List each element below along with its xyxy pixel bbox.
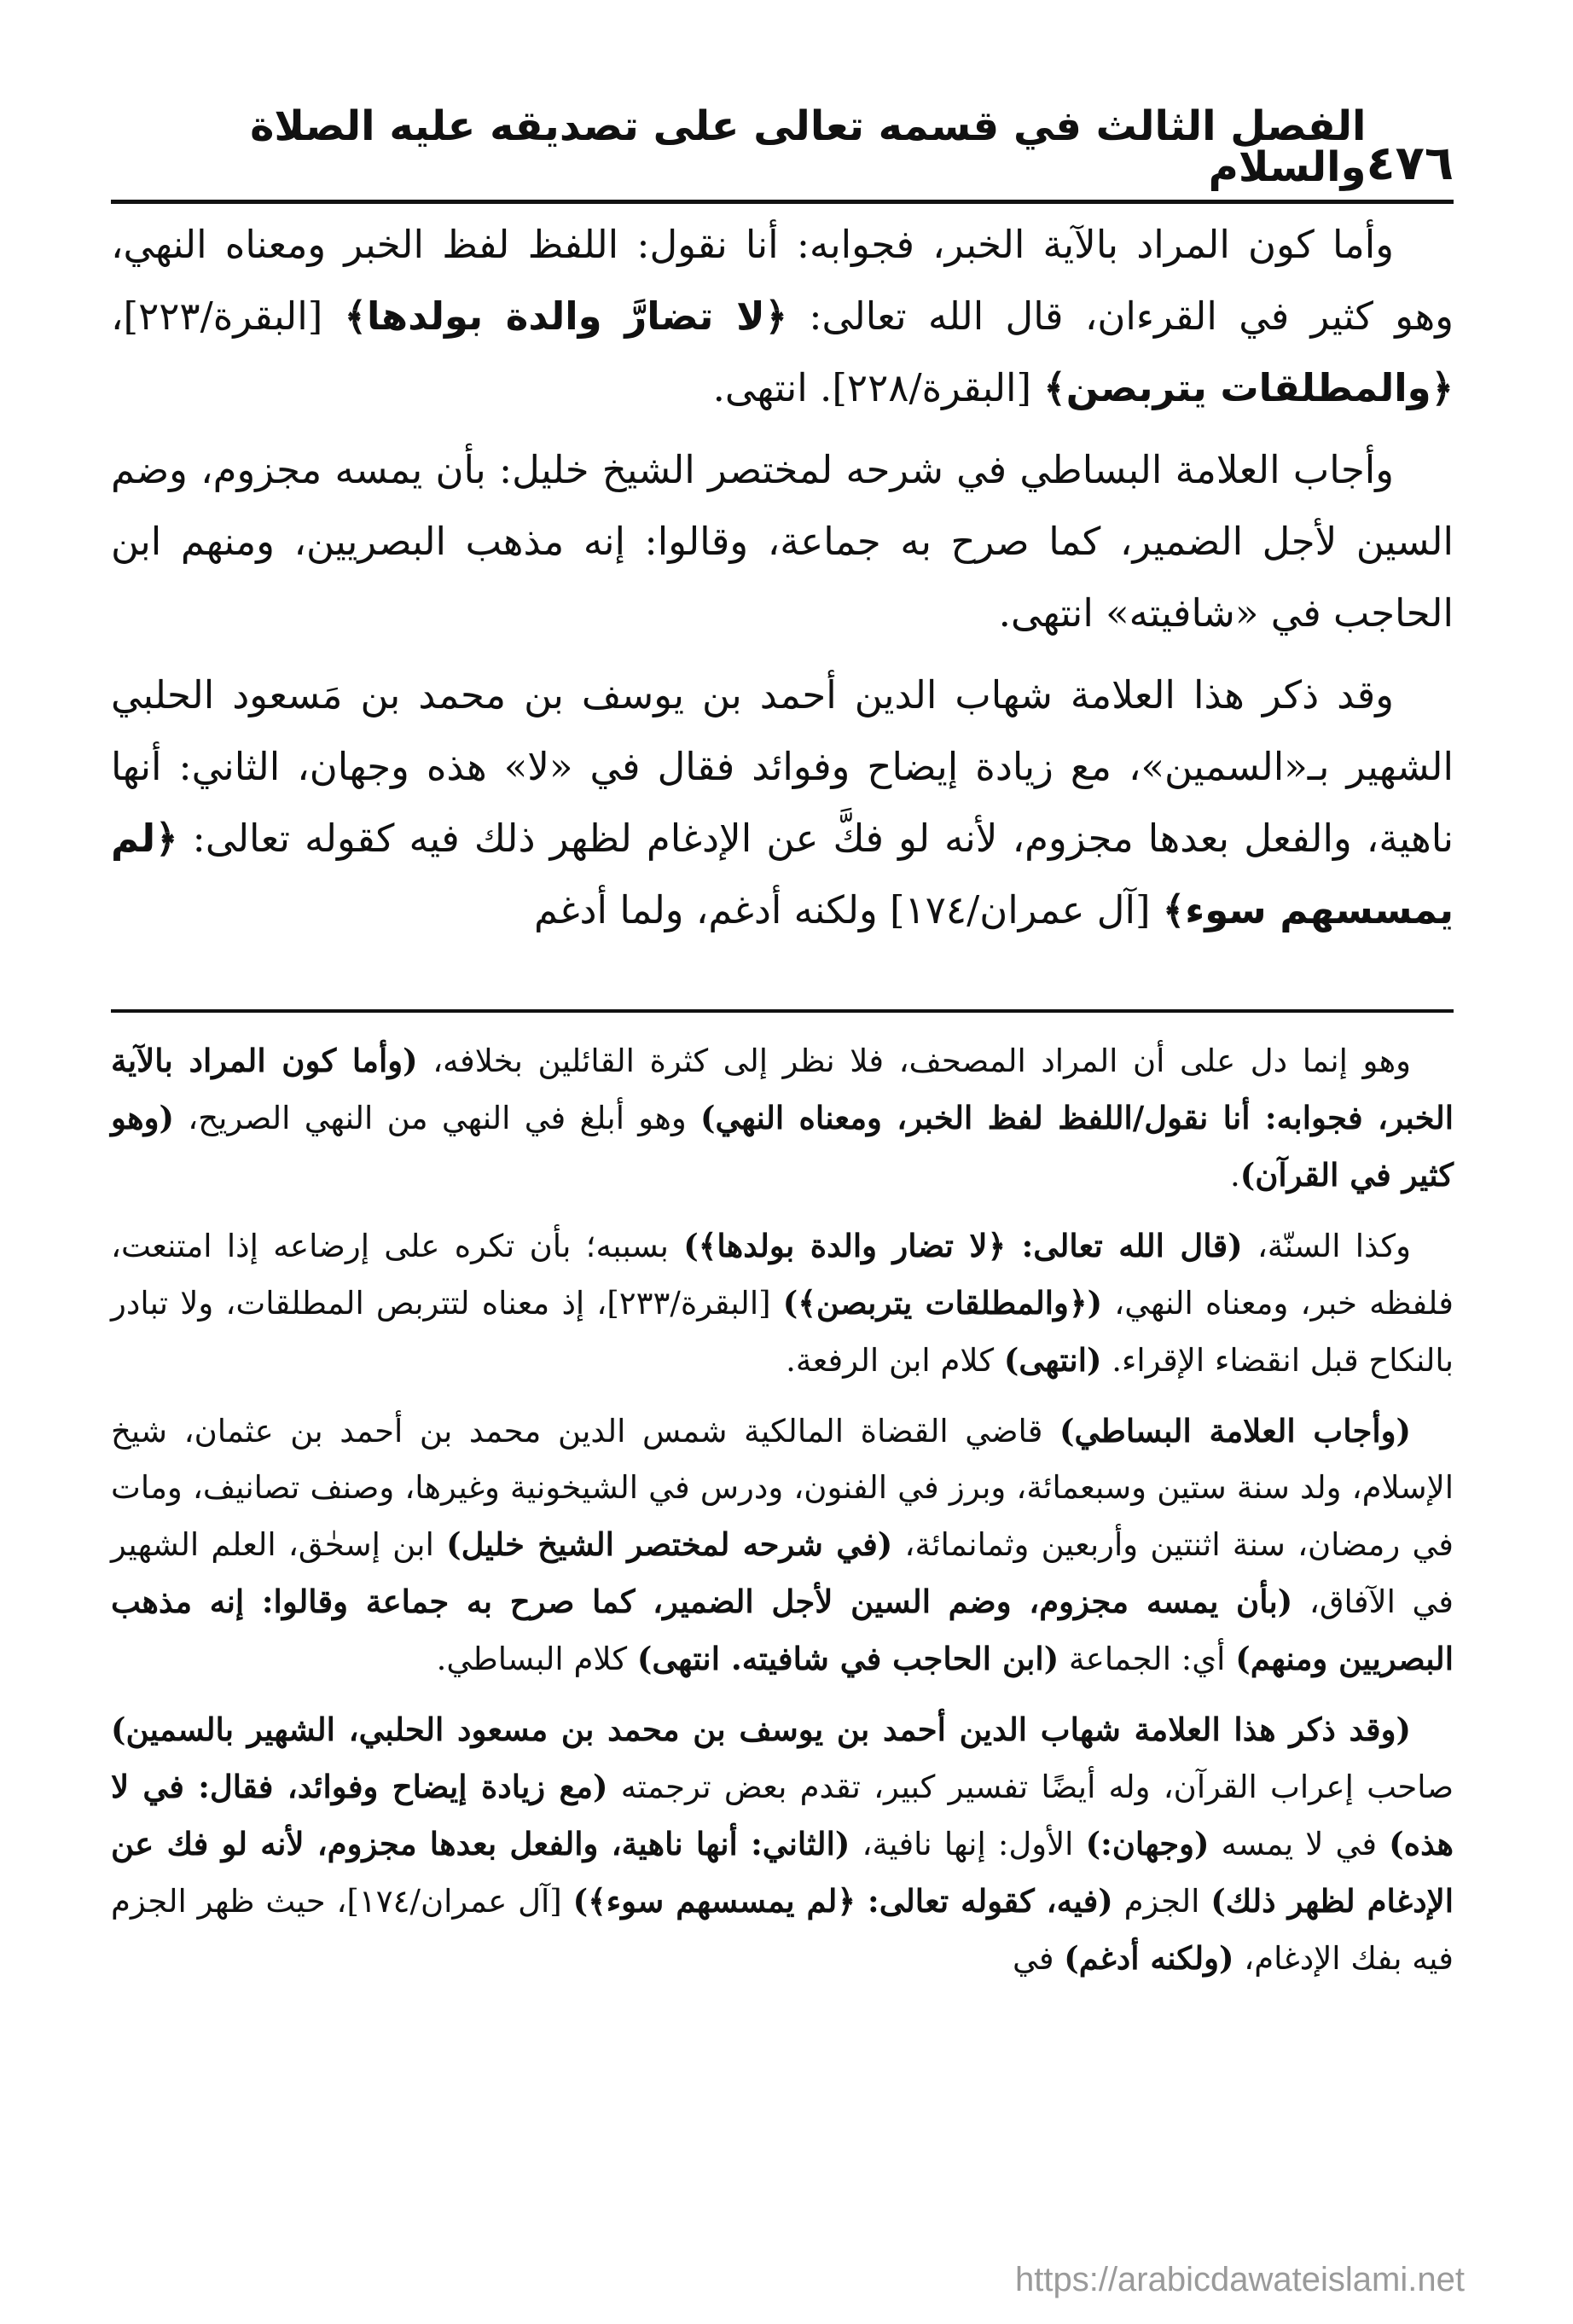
text-segment: الجزم <box>1112 1883 1211 1920</box>
main-paragraph-1 <box>111 209 1454 424</box>
quoted-text: (وجهان:) <box>1085 1825 1210 1862</box>
text-segment: [آل عمران/١٧٤] ولكنه أدغم، ولما أدغم <box>534 887 1163 933</box>
quoted-text: (في شرحه لمختصر الشيخ خليل) <box>446 1525 893 1563</box>
quoted-text: (وقد ذكر هذا العلامة شهاب الدين أحمد بن يوسف بن محمد بن مسعود الحلبي، الشهير بالسمين) <box>111 1711 1411 1748</box>
text-segment: الأول: إنها نافية، <box>850 1826 1086 1862</box>
text-segment: بسببه؛ بأن تكره على إرضاعه إذا امتنعت، فلفظه خبر، ومعناه النهي، <box>111 1228 1454 1322</box>
text-segment: [البقرة/٢٢٨]. انتهى. <box>712 365 1044 410</box>
text-segment: وهو إنما دل على أن المراد المصحف، فلا نظر إلى كثرة القائلين بخلافه، <box>417 1043 1412 1079</box>
quoted-text: (مع زيادة إيضاح وفوائد، فقال: في لا هذه) <box>111 1768 1454 1862</box>
text-segment: صاحب إعراب القرآن، وله أيضًا تفسير كبير، تقدم بعض ترجمته <box>607 1769 1454 1805</box>
page-number: ٤٧٦ <box>1366 136 1454 191</box>
text-segment: كلام البساطي. <box>436 1641 637 1677</box>
commentary-paragraph-1 <box>111 1032 1454 1204</box>
commentary-paragraph-4 <box>111 1701 1454 1987</box>
main-paragraph-3 <box>111 659 1454 946</box>
text-segment: [آل عمران/١٧٤]، حيث ظهر الجزم فيه بفك الإدغام، <box>111 1883 1454 1977</box>
text-segment: وهو أبلغ في النهي من النهي الصريح، <box>174 1100 701 1136</box>
quran-verse: ﴿لا تضارَّ والدة بولدها﴾ <box>344 293 787 339</box>
main-paragraph-2: وأجاب العلامة البساطي في شرحه لمختصر الشيخ خليل: بأن يمسه مجزوم، وضم السين لأجل الضمير، كما صرح به جماعة، وقالوا: إنه مذهب البصريين، ومنهم ابن الحاجب في «شافيته» انتهى. <box>111 447 1454 636</box>
text-segment: قاضي القضاة المالكية شمس الدين محمد بن أحمد بن عثمان، شيخ الإسلام، ولد سنة ستين وسبعمائة، وبرز في الفنون، ودرس في الشيخونية وغيرها، وصنف تصانيف، ومات في رمضان، سنة اثنتين وأربعين وثمانمائة، <box>111 1413 1454 1563</box>
text-segment: أي: الجماعة <box>1059 1641 1236 1677</box>
quoted-text: (فيه، كقوله تعالى: ﴿لم يمسسهم سوء﴾) <box>572 1882 1113 1920</box>
quoted-text: (﴿والمطلقات يتربصن﴾) <box>782 1284 1103 1322</box>
commentary-paragraph-3 <box>111 1403 1454 1688</box>
quoted-text: (وأما كون المراد بالآية الخبر، فجوابه: أنا نقول/اللفظ لفظ الخبر، ومعناه النهي) <box>111 1042 1454 1136</box>
quoted-text: (ولكنه أدغم) <box>1064 1939 1234 1977</box>
text-segment: وكذا السنّة، <box>1242 1228 1411 1264</box>
watermark-url: https://arabicdawateislami.net <box>1015 2261 1465 2298</box>
text-segment: وأما كون المراد بالآية الخبر، فجوابه: أنا نقول: اللفظ لفظ الخبر ومعناه النهي، وهو كثير في القرءان، قال الله تعالى: <box>111 222 1454 339</box>
text-segment: . <box>1229 1157 1240 1194</box>
text-segment: في <box>1012 1940 1065 1977</box>
commentary-text <box>111 1032 1454 2001</box>
text-segment: كلام ابن الرفعة. <box>786 1342 1004 1379</box>
running-title: الفصل الثالث في قسمه تعالى على تصديقه عليه الصلاة والسلام <box>250 102 1367 191</box>
quoted-text: (ابن الحاجب في شافيته. انتهى) <box>636 1640 1059 1677</box>
text-segment: [البقرة/٢٣٣]، إذ معناه لتتربص المطلقات، ولا تبادر بالنكاح قبل انقضاء الإقراء. <box>111 1285 1454 1379</box>
quoted-text: (بأن يمسه مجزوم، وضم السين لأجل الضمير، كما صرح به جماعة وقالوا: إنه مذهب البصريين ومنهم) <box>111 1583 1454 1677</box>
quran-verse: ﴿لم يمسسهم سوء﴾ <box>111 816 1454 933</box>
quoted-text: (وهو كثير في القرآن) <box>111 1099 1454 1194</box>
quran-verse: ﴿والمطلقات يتربصن﴾ <box>1043 365 1454 410</box>
main-text <box>111 209 1454 956</box>
quoted-text: (الثاني: أنها ناهية، والفعل بعدها مجزوم، لأنه لو فك عن الإدغام لظهر ذلك) <box>111 1825 1454 1920</box>
footnote-separator <box>111 1009 1454 1013</box>
quoted-text: (قال الله تعالى: ﴿لا تضار والدة بولدها﴾) <box>683 1227 1243 1264</box>
quoted-text: (وأجاب العلامة البساطي) <box>1059 1412 1411 1450</box>
text-segment: في لا يمسه <box>1209 1826 1390 1862</box>
text-segment: [البقرة/٢٢٣]، <box>111 293 345 339</box>
text-segment: وقد ذكر هذا العلامة شهاب الدين أحمد بن يوسف بن محمد بن مَسعود الحلبي الشهير بـ«السمين»، مع زيادة إيضاح وفوائد فقال في «لا» هذه وجهان، الثاني: أنها ناهية، والفعل بعدها مجزوم، لأنه لو فكَّ عن الإدغام لظهر ذلك فيه كقوله تعالى: <box>111 672 1454 861</box>
commentary-paragraph-2 <box>111 1217 1454 1389</box>
page-header <box>111 102 1454 204</box>
quoted-text: (انتهى) <box>1003 1341 1102 1379</box>
text-segment: ابن إسحٰق، العلم الشهير في الآفاق، <box>111 1526 1454 1620</box>
